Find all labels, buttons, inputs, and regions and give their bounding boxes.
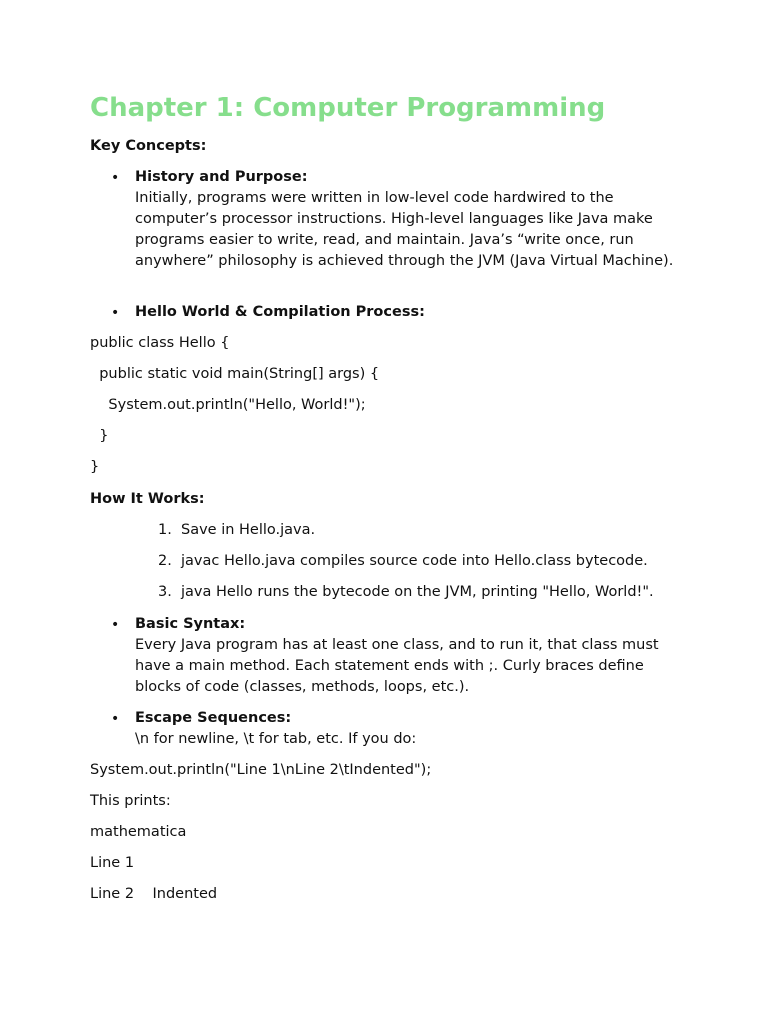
code-line: }: [90, 428, 109, 444]
step-text: java Hello runs the bytecode on the JVM, printing "Hello, World!".: [181, 584, 654, 600]
output-line: mathematica: [90, 824, 187, 840]
how-it-works-label: How It Works:: [90, 491, 205, 507]
step-text: Save in Hello.java.: [181, 522, 316, 538]
this-prints-label: This prints:: [90, 793, 171, 809]
step-number: 1.: [158, 522, 172, 538]
output-line: Line 1: [90, 855, 135, 871]
chapter-title: Chapter 1: Computer Programming: [90, 93, 606, 123]
output-line: Line 2 Indented: [90, 886, 218, 902]
code-line: }: [90, 459, 100, 475]
history-text: Initially, programs were written in low-level code hardwired to the computer’s processor instructions. High-level languages like Java make programs easier to write, read, and maintain. Java’s “write once, run anywhere” philosophy is achieved through the JVM (Java Virtual Machine).: [135, 190, 674, 269]
bullet-marker: •: [111, 305, 120, 321]
escape-example-code: System.out.println("Line 1\nLine 2\tIndented");: [90, 762, 432, 778]
key-concepts-label: Key Concepts:: [90, 138, 207, 154]
step-text: javac Hello.java compiles source code into Hello.class bytecode.: [181, 553, 648, 569]
bullet-marker: •: [111, 711, 120, 727]
bullet-marker: •: [111, 170, 120, 186]
history-heading: History and Purpose:: [135, 169, 308, 185]
basic-syntax-heading: Basic Syntax:: [135, 616, 246, 632]
code-line: System.out.println("Hello, World!");: [90, 397, 366, 413]
code-line: public class Hello {: [90, 335, 230, 351]
hello-world-heading: Hello World & Compilation Process:: [135, 304, 425, 320]
basic-syntax-text: Every Java program has at least one class, and to run it, that class must have a main method. Each statement ends with ;. Curly braces define blocks of code (classes, methods, loops, etc.).: [135, 637, 659, 695]
escape-heading: Escape Sequences:: [135, 710, 292, 726]
escape-text: \n for newline, \t for tab, etc. If you do:: [135, 731, 417, 747]
step-number: 3.: [158, 584, 172, 600]
step-number: 2.: [158, 553, 172, 569]
bullet-marker: •: [111, 617, 120, 633]
code-line: public static void main(String[] args) {: [90, 366, 380, 382]
